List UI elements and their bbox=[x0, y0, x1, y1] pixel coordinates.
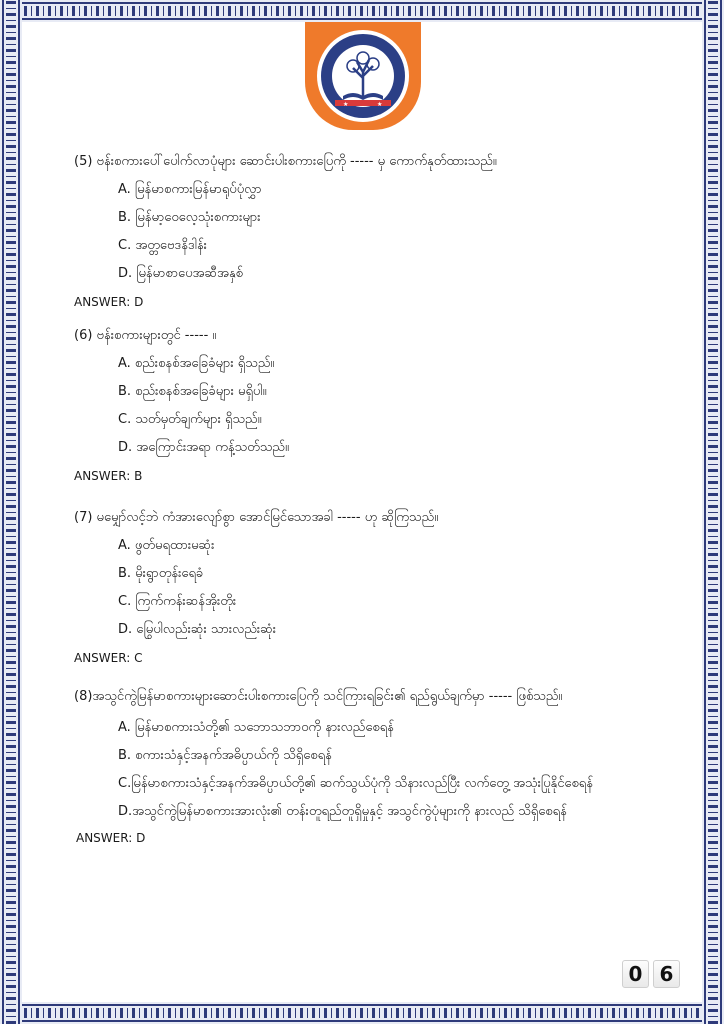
question-text: (6) ဗန်းစကားများတွင် ----- ။ bbox=[74, 328, 217, 343]
option-c: C.မြန်မာစကားသံနှင့်အနက်အဓိပ္ပာယ်တို့၏ ဆက်သွယ်ပုံကို သိနားလည်ပြီး လက်တွေ့ အသုံးပြုနိုင်စေရန် bbox=[118, 776, 593, 791]
option-c: C. ကြက်ကန်းဆန်အိုးတိုး bbox=[118, 594, 237, 609]
question-text: (8)အသွင်ကွဲမြန်မာစကားများဆောင်းပါးစကားပြေကို သင်ကြားရခြင်း၏ ရည်ရွယ်ချက်မှာ ----- ဖြစ်သည်။ bbox=[74, 689, 563, 704]
option-a: A. ဖွတ်မရထားမဆုံး bbox=[118, 538, 215, 553]
question-text: (5) ဗန်းစကားပေါ်ပေါက်လာပုံများ ဆောင်းပါးစကားပြေကို ----- မှ ကောက်နုတ်ထားသည်။ bbox=[74, 154, 497, 169]
svg-text:★: ★ bbox=[377, 101, 383, 108]
option-b: B. စကားသံနှင့်အနက်အဓိပ္ပာယ်ကို သိရှိစေရန် bbox=[118, 748, 332, 763]
border-right bbox=[702, 0, 724, 1024]
question-5 bbox=[74, 152, 497, 312]
answer-label: ANSWER: D bbox=[76, 831, 146, 845]
option-b: B. မြန်မာ့ဝေလေ့သုံးစကားများ bbox=[118, 210, 261, 225]
question-text: (7) မမျှော်လင့်ဘဲ ကံအားလျော်စွာ အောင်မြင်သောအခါ ----- ဟု ဆိုကြသည်။ bbox=[74, 510, 439, 525]
school-logo bbox=[305, 22, 421, 130]
option-d: D.အသွင်ကွဲမြန်မာစကားအားလုံး၏ တန်းတူရည်တူရှိမှုနှင့် အသွင်ကွဲပုံများကို နားလည် သိရှိစေရန် bbox=[118, 804, 567, 819]
option-d: D. မြွေပါလည်းဆုံး သားလည်းဆုံး bbox=[118, 622, 277, 637]
option-a: A. မြန်မာစကားသံတို့၏ သဘောသဘာဝကို နားလည်စေရန် bbox=[118, 720, 394, 735]
option-c: C. သတ်မှတ်ချက်များ ရှိသည်။ bbox=[118, 412, 262, 427]
question-8 bbox=[74, 686, 674, 848]
answer-label: ANSWER: D bbox=[74, 295, 144, 309]
page-number bbox=[622, 960, 680, 988]
page-digit: 6 bbox=[653, 960, 680, 988]
option-c: C. အတ္တဗေဒနိဒါန်း bbox=[118, 238, 207, 253]
answer-label: ANSWER: B bbox=[74, 469, 143, 483]
border-bottom bbox=[0, 1002, 724, 1024]
option-d: D. အကြောင်းအရာ ကန့်သတ်သည်။ bbox=[118, 440, 289, 455]
option-a: A. မြန်မာစကားမြန်မာရုပ်ပုံလွှာ bbox=[118, 182, 262, 197]
border-top bbox=[0, 0, 724, 22]
answer-label: ANSWER: C bbox=[74, 651, 143, 665]
option-b: B. စည်းစနစ်အခြေခံများ မရှိပါ။ bbox=[118, 384, 267, 399]
option-a: A. စည်းစနစ်အခြေခံများ ရှိသည်။ bbox=[118, 356, 275, 371]
logo-emblem-icon bbox=[313, 26, 413, 126]
page-digit: 0 bbox=[622, 960, 649, 988]
question-7 bbox=[74, 508, 438, 668]
option-b: B. မိုးရွာတုန်းရေခံ bbox=[118, 566, 204, 581]
question-6 bbox=[74, 326, 289, 486]
svg-text:★: ★ bbox=[343, 101, 349, 108]
border-left bbox=[0, 0, 22, 1024]
option-d: D. မြန်မာစာပေအဆီအနှစ် bbox=[118, 266, 243, 281]
